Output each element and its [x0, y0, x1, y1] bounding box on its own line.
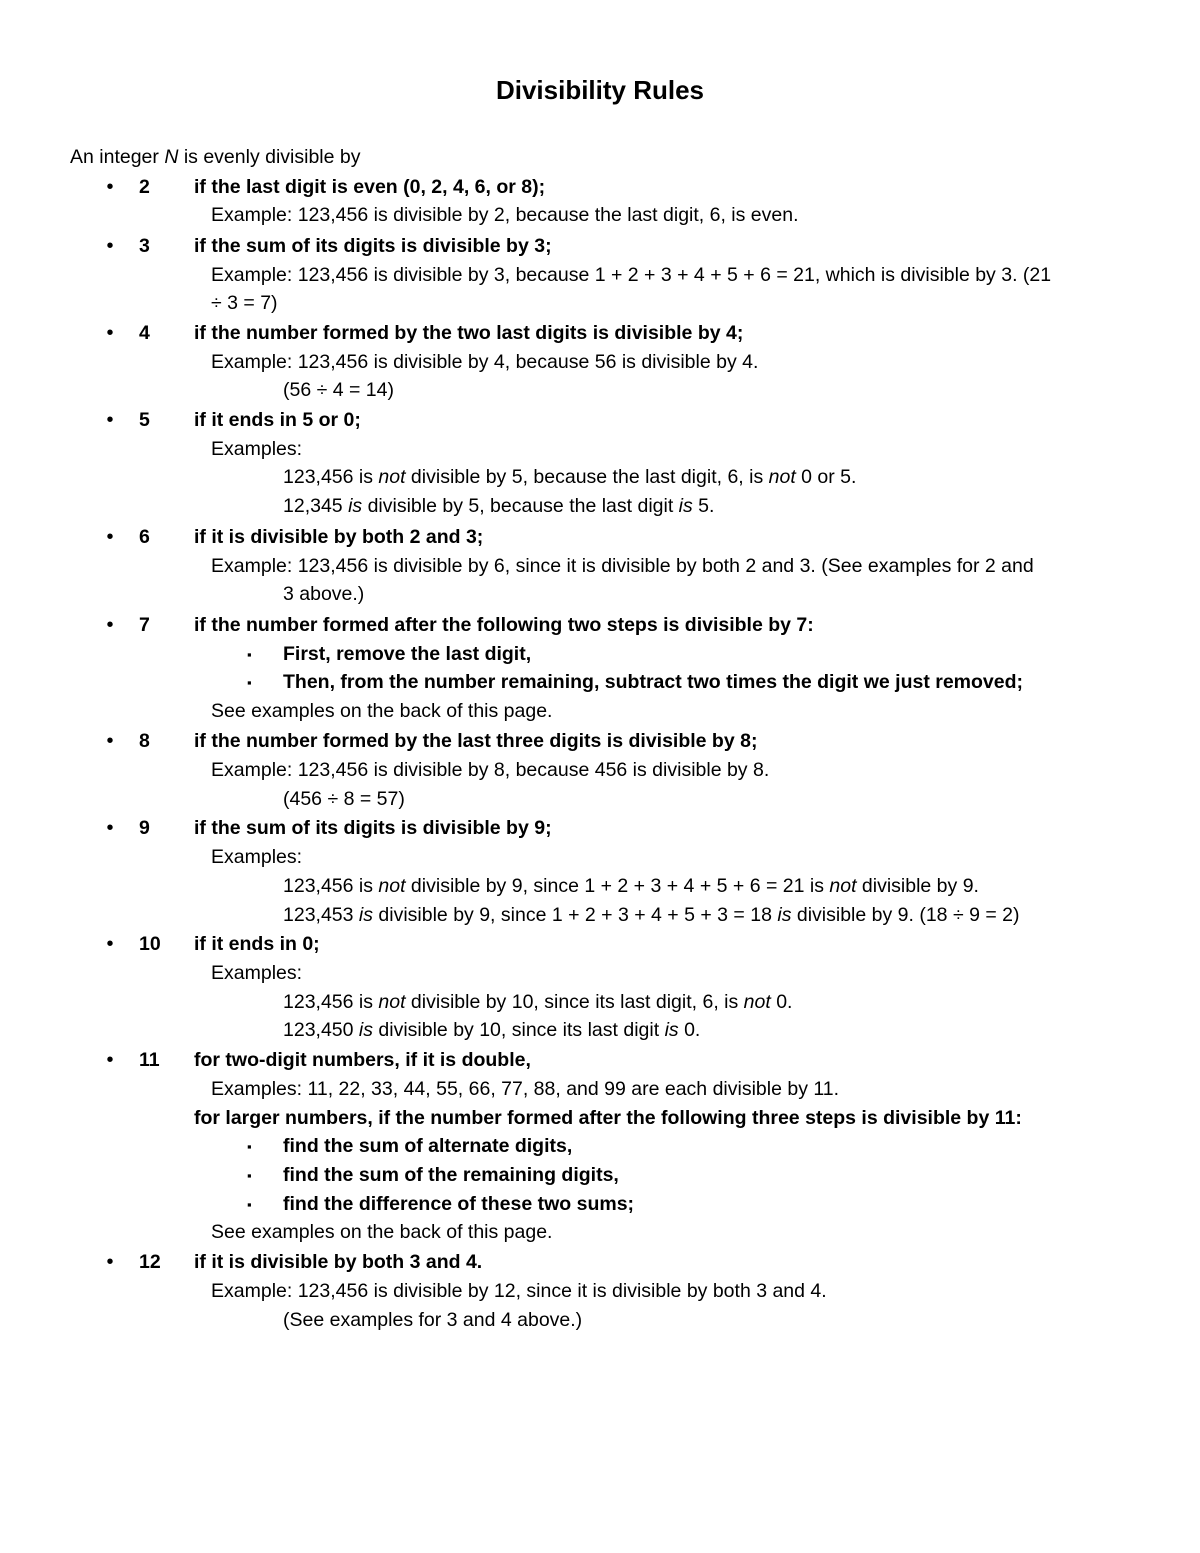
- example-text: 3 above.): [283, 583, 365, 605]
- rule-number: 6: [139, 526, 150, 548]
- page-title: Divisibility Rules: [495, 75, 705, 105]
- rule-number: 5: [139, 409, 150, 431]
- bullet-icon: •: [106, 614, 114, 636]
- rule-number: 10: [139, 933, 161, 955]
- rule-number: 9: [139, 817, 150, 839]
- square-bullet-icon: ▪: [247, 1197, 252, 1212]
- examples-label: Examples:: [211, 846, 303, 868]
- rule-text: if it ends in 5 or 0;: [194, 409, 361, 431]
- intro-pre: An integer: [70, 146, 165, 168]
- step-text: First, remove the last digit,: [283, 643, 532, 665]
- square-bullet-icon: ▪: [247, 1168, 252, 1183]
- bullet-icon: •: [106, 933, 114, 955]
- rule-text: if the sum of its digits is divisible by 3;: [194, 235, 552, 257]
- rule-text: if it is divisible by both 2 and 3;: [194, 526, 484, 548]
- rule-text: if the number formed by the two last digits is divisible by 4;: [194, 322, 744, 344]
- rule-text: if it ends in 0;: [194, 933, 320, 955]
- rule-text: if the number formed after the following two steps is divisible by 7:: [194, 614, 814, 636]
- example-text: Example: 123,456 is divisible by 3, because 1 + 2 + 3 + 4 + 5 + 6 = 21, which is divisible by 3. (21: [211, 264, 1052, 286]
- rule-number: 12: [139, 1251, 161, 1273]
- example-text: ÷ 3 = 7): [211, 292, 278, 314]
- see-note: See examples on the back of this page.: [211, 1221, 553, 1243]
- rule-text: if the last digit is even (0, 2, 4, 6, or 8);: [194, 176, 546, 198]
- rule-text: if the number formed by the last three digits is divisible by 8;: [194, 730, 758, 752]
- rule-number: 2: [139, 176, 150, 198]
- bullet-icon: •: [106, 1049, 114, 1071]
- example-text: Example: 123,456 is divisible by 6, since it is divisible by both 2 and 3. (See examples for 2 and: [211, 555, 1034, 577]
- bullet-icon: •: [106, 322, 114, 344]
- rule-text: for two-digit numbers, if it is double,: [194, 1049, 531, 1071]
- bullet-icon: •: [106, 730, 114, 752]
- see-note: See examples on the back of this page.: [211, 700, 553, 722]
- examples-label: Examples:: [211, 438, 303, 460]
- square-bullet-icon: ▪: [247, 647, 252, 662]
- document-page: Divisibility Rules An integer N is evenly divisible by • 2 if the last digit is even (0, 2, 4, 6, or 8); Example: 123,456 is divisible by 2, because the last digit, 6, is even. • 3 if the sum of its digits is divisible by 3; Example: 123,456 is divisible by 3, because 1 + 2 + 3 + 4 + 5 + 6 = 21, which is divisible by 3. (21 ÷ 3 = 7) • 4 if the number formed by the two last digits is divisible by 4; Example: 123,456 is divisible by 4, because 56 is divisible by 4. (56 ÷ 4 = 14) • 5 if it ends in 5 or 0; Examples: 123,456 is not divisible by 5, because the last digit, 6, is not 0 or 5. 12,345 is divisible by 5, because the last digit is 5. • 6 if it is divisible by both 2 and 3; Example: 123,456 is divisible by 6, since it is divisible by both 2 and 3. (See examples for 2 and 3 above.) • 7 if the number formed after the following two steps is divisible by 7: ▪ First, remove the last digit, ▪ Then, from the number remaining, subtract two times the digit we just removed; See examples on the back of this page. • 8 if the number formed by the last three digits is divisible by 8; Example: 123,456 is divisible by 8, because 456 is divisible by 8. (456 ÷ 8 = 57) • 9 if the sum of its digits is divisible by 9; Examples: 123,456 is not divisible by 9, since 1 + 2 + 3 + 4 + 5 + 6 = 21 is not divisible by 9. 123,453 is divisible by 9, since 1 + 2 + 3 + 4 + 5 + 3 = 18 is divisible by 9. (18 ÷ 9 = 2) • 10 if it ends in 0; Examples: 123,456 is not divisible by 10, since its last digit, 6, is not 0. 123,450 is divisible by 10, since its last digit is 0. • 11 for two-digit numbers, if it is double, Examples: 11, 22, 33, 44, 55, 66, 77, 88, and 99 are each divisible by 11. for larger numbers, if the number formed after the following three steps is divisible by 11: ▪ find the sum of alternate digits, ▪ find the sum of the remaining digits, ▪ find the difference of these two sums; See examples on the back of this page. • 12 if it is divisible by both 3 and 4. Example: 123,456 is divisible by 12, since it is divisible by both 3 and 4. (See examples for 3 and 4 above.): [0, 0, 1200, 1553]
- example-text: Example: 123,456 is divisible by 4, because 56 is divisible by 4.: [211, 351, 759, 373]
- rule-text: if it is divisible by both 3 and 4.: [194, 1251, 483, 1273]
- rule-text: if the sum of its digits is divisible by 9;: [194, 817, 552, 839]
- step-text: Then, from the number remaining, subtract two times the digit we just removed;: [283, 671, 1024, 693]
- bullet-icon: •: [106, 176, 114, 198]
- rule-number: 3: [139, 235, 150, 257]
- intro-variable: N: [164, 146, 179, 168]
- step-text: find the sum of the remaining digits,: [283, 1164, 619, 1186]
- calc-text: (456 ÷ 8 = 57): [283, 788, 405, 810]
- square-bullet-icon: ▪: [247, 1139, 252, 1154]
- example-text: Example: 123,456 is divisible by 2, because the last digit, 6, is even.: [211, 204, 799, 226]
- bullet-icon: •: [106, 409, 114, 431]
- rule-number: 8: [139, 730, 150, 752]
- intro-post: is evenly divisible by: [178, 146, 361, 168]
- rule-number: 7: [139, 614, 150, 636]
- example-text: Examples: 11, 22, 33, 44, 55, 66, 77, 88, and 99 are each divisible by 11.: [211, 1078, 840, 1100]
- square-bullet-icon: ▪: [247, 675, 252, 690]
- examples-label: Examples:: [211, 962, 303, 984]
- calc-text: (56 ÷ 4 = 14): [283, 379, 394, 401]
- step-text: find the difference of these two sums;: [283, 1193, 635, 1215]
- bullet-icon: •: [106, 1251, 114, 1273]
- step-text: find the sum of alternate digits,: [283, 1135, 573, 1157]
- example-text: Example: 123,456 is divisible by 8, because 456 is divisible by 8.: [211, 759, 770, 781]
- bullet-icon: •: [106, 526, 114, 548]
- bullet-icon: •: [106, 235, 114, 257]
- calc-text: (See examples for 3 and 4 above.): [283, 1309, 583, 1331]
- rule-text: for larger numbers, if the number formed after the following three steps is divisible by 11:: [194, 1107, 1022, 1129]
- rule-number: 11: [139, 1049, 160, 1071]
- bullet-icon: •: [106, 817, 114, 839]
- example-text: Example: 123,456 is divisible by 12, since it is divisible by both 3 and 4.: [211, 1280, 827, 1302]
- rule-number: 4: [139, 322, 150, 344]
